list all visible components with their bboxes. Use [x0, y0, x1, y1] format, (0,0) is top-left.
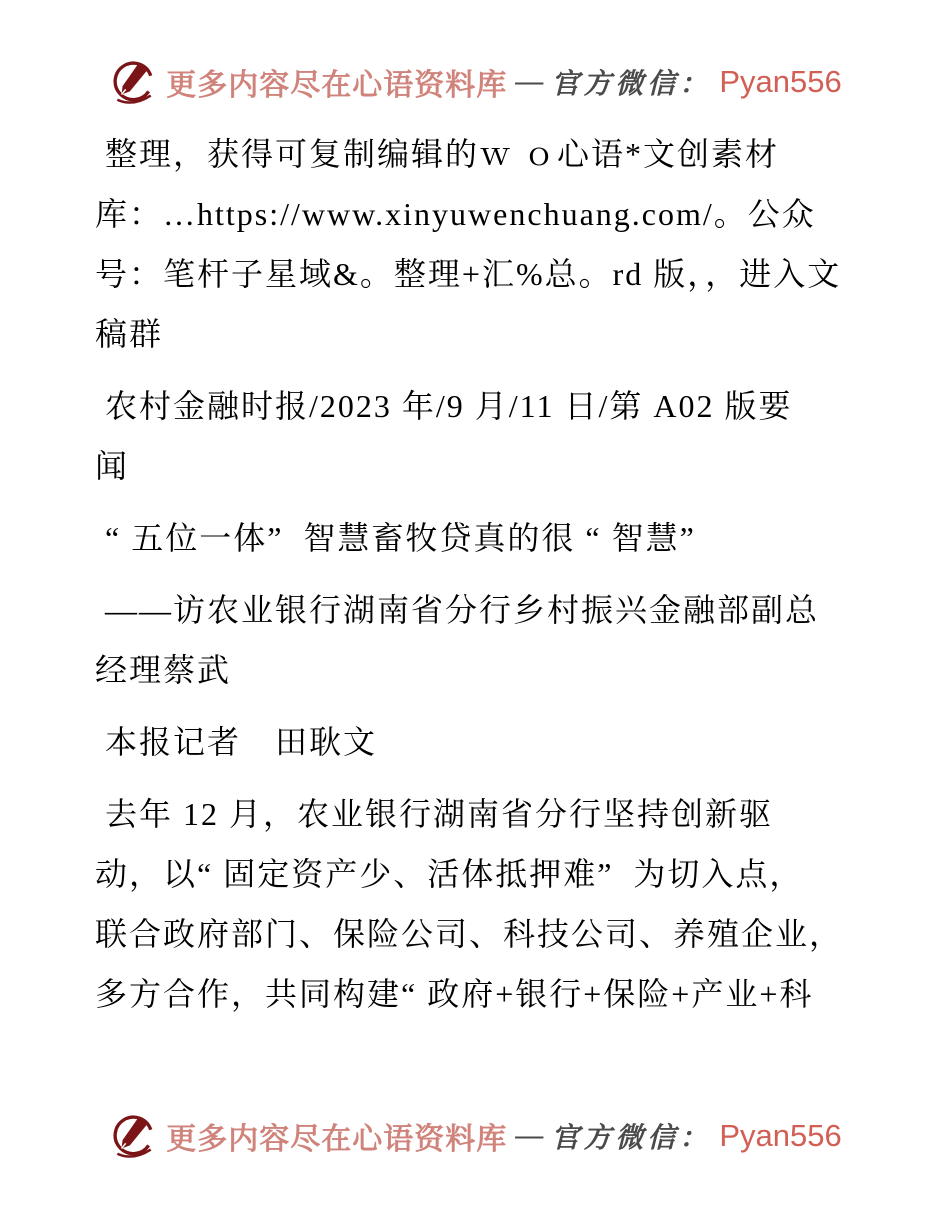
paragraph-subheadline	[95, 580, 864, 700]
text-line: 闻	[95, 448, 130, 484]
footer-brand-bar	[0, 1110, 950, 1162]
text-line: 号：笔杆子星域&。整理+汇%总。rd 版，，进入文	[95, 256, 842, 292]
wechat-label: 官方微信：	[551, 1123, 712, 1154]
text-line: “ 五位一体” 智慧畜牧贷真的很 “ 智慧”	[95, 520, 696, 556]
paragraph-source-line	[95, 376, 864, 496]
text-line: 经理蔡武	[95, 652, 232, 688]
header-brand-bar	[0, 56, 950, 108]
brand-tagline: 更多内容尽在心语资料库	[166, 1123, 508, 1156]
paragraph-byline	[95, 712, 864, 772]
text-line: 多方合作，共同构建“ 政府+银行+保险+产业+科	[95, 976, 814, 1012]
text-line: 联合政府部门、保险公司、科技公司、养殖企业，	[95, 916, 844, 952]
text-line: 稿群	[95, 316, 164, 352]
pen-swirl-logo-icon	[108, 1110, 158, 1162]
wechat-id: Pyan556	[719, 64, 842, 99]
text-line: 本报记者 田耿文	[95, 724, 378, 760]
brand-separator: —	[515, 1120, 544, 1151]
paragraph-body	[95, 784, 864, 1024]
text-line: 库：…https://www.xinyuwenchuang.com/。公众	[95, 196, 816, 232]
paragraph-headline	[95, 508, 864, 568]
brand-separator: —	[515, 66, 544, 97]
article-content	[95, 118, 864, 1024]
paragraph-intro-note	[95, 124, 864, 364]
wechat-id: Pyan556	[719, 1118, 842, 1153]
wechat-label: 官方微信：	[551, 69, 712, 100]
text-line: 农村金融时报/2023 年/9 月/11 日/第 A02 版要	[95, 388, 793, 424]
brand-tagline: 更多内容尽在心语资料库	[166, 69, 508, 102]
text-line: 动，以“ 固定资产少、活体抵押难” 为切入点，	[95, 856, 804, 892]
text-line: ——访农业银行湖南省分行乡村振兴金融部副总	[95, 592, 820, 628]
text-line: 整理，获得可复制编辑的ｗ ｏ心语*文创素材	[95, 136, 780, 172]
pen-swirl-logo-icon	[108, 56, 158, 108]
text-line: 去年 12 月，农业银行湖南省分行坚持创新驱	[95, 796, 774, 832]
